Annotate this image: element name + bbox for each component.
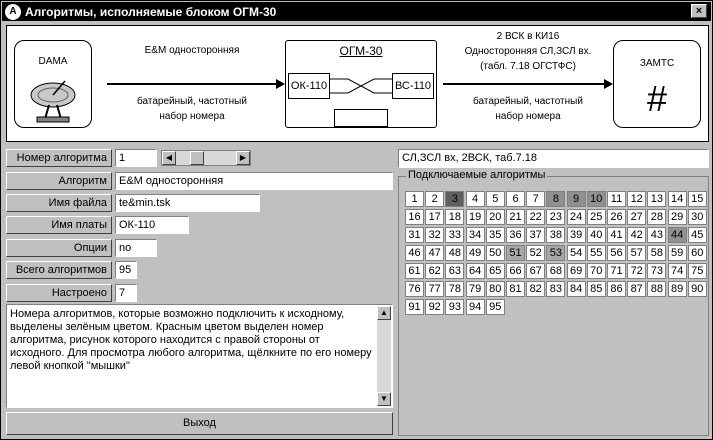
algorithm-cell-43[interactable]: 43 — [647, 227, 666, 243]
algorithm-cell-64[interactable]: 64 — [466, 263, 485, 279]
scroll-down-icon[interactable]: ▼ — [377, 392, 391, 406]
filename-label: Имя файла — [6, 194, 112, 212]
zamts-box — [613, 40, 701, 128]
info-textarea[interactable] — [6, 304, 393, 408]
algorithm-cell-69[interactable]: 69 — [567, 263, 586, 279]
algorithm-cell-73[interactable]: 73 — [647, 263, 666, 279]
algorithm-cell-4[interactable]: 4 — [466, 191, 485, 207]
algorithm-cell-67[interactable]: 67 — [526, 263, 545, 279]
algorithm-cell-18[interactable]: 18 — [445, 209, 464, 225]
satellite-dish-icon — [23, 75, 83, 125]
algorithm-cell-39[interactable]: 39 — [567, 227, 586, 243]
info-scrollbar[interactable] — [377, 306, 391, 406]
algorithm-cell-76[interactable]: 76 — [405, 281, 424, 297]
algorithm-cell-38[interactable]: 38 — [546, 227, 565, 243]
total-field: 95 — [115, 261, 137, 279]
algorithm-cell-86[interactable]: 86 — [607, 281, 626, 297]
algorithm-cell-34[interactable]: 34 — [466, 227, 485, 243]
algorithm-field[interactable]: E&M односторонняя — [115, 172, 393, 190]
algorithm-cell-71[interactable]: 71 — [607, 263, 626, 279]
options-field[interactable]: no — [115, 239, 157, 257]
algorithm-cell-50[interactable]: 50 — [486, 245, 505, 261]
board-label: Имя платы — [6, 216, 112, 234]
algorithm-cell-60[interactable]: 60 — [688, 245, 707, 261]
configured-field: 7 — [115, 284, 137, 302]
algorithm-cell-59[interactable]: 59 — [668, 245, 687, 261]
algorithm-cell-9[interactable]: 9 — [567, 191, 586, 207]
dama-box — [14, 40, 92, 128]
algorithm-cell-33[interactable]: 33 — [445, 227, 464, 243]
right-arrowhead — [604, 79, 613, 89]
algorithm-cell-11[interactable]: 11 — [607, 191, 626, 207]
algorithm-cell-29[interactable]: 29 — [668, 209, 687, 225]
exit-button[interactable]: Выход — [6, 412, 393, 435]
algorithm-cell-94[interactable]: 94 — [466, 299, 485, 315]
algorithm-cell-56[interactable]: 56 — [607, 245, 626, 261]
algorithm-cell-54[interactable]: 54 — [567, 245, 586, 261]
algorithm-label: Алгоритм — [6, 172, 112, 190]
left-arrowhead — [276, 79, 285, 89]
algorithm-cell-52[interactable]: 52 — [526, 245, 545, 261]
bc110-block — [392, 73, 434, 99]
algorithm-cell-35[interactable]: 35 — [486, 227, 505, 243]
scroll-right-icon[interactable]: ▶ — [236, 151, 250, 165]
left-arrow-line — [107, 83, 277, 85]
algorithm-cell-46[interactable]: 46 — [405, 245, 424, 261]
options-label: Опции — [6, 239, 112, 257]
algorithm-cell-68[interactable]: 68 — [546, 263, 565, 279]
algorithm-cell-44[interactable]: 44 — [668, 227, 687, 243]
scroll-thumb[interactable] — [190, 151, 204, 165]
ok110-block — [288, 73, 330, 99]
algorithm-cell-65[interactable]: 65 — [486, 263, 505, 279]
algorithm-cell-45[interactable]: 45 — [688, 227, 707, 243]
right-info-field: СЛ,ЗСЛ вх, 2ВСК, таб.7.18 — [398, 149, 709, 168]
algorithm-cell-1[interactable]: 1 — [405, 191, 424, 207]
right-protocol-text-3: (табл. 7.18 ОГСТФС) — [480, 61, 576, 72]
algorithm-cell-13[interactable]: 13 — [647, 191, 666, 207]
filename-field[interactable]: te&min.tsk — [115, 194, 260, 212]
algorithm-cell-58[interactable]: 58 — [647, 245, 666, 261]
algo-number-field[interactable]: 1 — [115, 149, 157, 167]
algorithm-cell-51[interactable]: 51 — [506, 245, 525, 261]
algorithm-cell-41[interactable]: 41 — [607, 227, 626, 243]
algorithm-cell-83[interactable]: 83 — [546, 281, 565, 297]
algorithm-cell-66[interactable]: 66 — [506, 263, 525, 279]
right-protocol-text-2: Односторонняя СЛ,ЗСЛ вх. — [464, 46, 592, 57]
lower-block — [334, 109, 388, 127]
close-icon[interactable]: × — [691, 4, 707, 18]
algorithm-cell-47[interactable]: 47 — [425, 245, 444, 261]
algorithm-cell-21[interactable]: 21 — [506, 209, 525, 225]
algorithm-cell-8[interactable]: 8 — [546, 191, 565, 207]
right-arrow-line — [443, 83, 605, 85]
algorithm-cell-42[interactable]: 42 — [627, 227, 646, 243]
app-icon: А — [5, 4, 21, 20]
algorithm-cell-85[interactable]: 85 — [587, 281, 606, 297]
algorithm-cell-84[interactable]: 84 — [567, 281, 586, 297]
algorithm-cell-23[interactable]: 23 — [546, 209, 565, 225]
algo-number-label: Номер алгоритма — [6, 149, 112, 167]
algorithm-cell-22[interactable]: 22 — [526, 209, 545, 225]
crossover-lines-icon — [330, 71, 392, 101]
algorithm-cell-16[interactable]: 16 — [405, 209, 424, 225]
title-bar — [2, 2, 711, 21]
right-dial-text-1: батарейный, частотный — [473, 96, 583, 107]
connectable-algorithms-group — [398, 169, 709, 436]
algorithm-cell-74[interactable]: 74 — [668, 263, 687, 279]
left-protocol-text: E&M односторонняя — [144, 45, 240, 56]
algorithm-cell-36[interactable]: 36 — [506, 227, 525, 243]
algorithm-cell-25[interactable]: 25 — [587, 209, 606, 225]
algorithm-cell-5[interactable]: 5 — [486, 191, 505, 207]
algorithm-cell-19[interactable]: 19 — [466, 209, 485, 225]
algorithm-cell-2[interactable]: 2 — [425, 191, 444, 207]
ogm30-box — [285, 40, 437, 128]
algorithm-cell-72[interactable]: 72 — [627, 263, 646, 279]
algorithm-cell-37[interactable]: 37 — [526, 227, 545, 243]
algorithm-diagram — [6, 25, 709, 142]
algorithm-cell-90[interactable]: 90 — [688, 281, 707, 297]
algorithm-cell-81[interactable]: 81 — [506, 281, 525, 297]
algorithm-cell-75[interactable]: 75 — [688, 263, 707, 279]
algorithm-cell-57[interactable]: 57 — [627, 245, 646, 261]
right-dial-text-2: набор номера — [495, 111, 561, 122]
algorithm-cell-89[interactable]: 89 — [668, 281, 687, 297]
algorithm-cell-14[interactable]: 14 — [668, 191, 687, 207]
bc110-label: ВС-110 — [394, 80, 432, 92]
algorithm-cell-7[interactable]: 7 — [526, 191, 545, 207]
window-title: Алгоритмы, исполняемые блоком ОГМ-30 — [25, 4, 277, 19]
configured-label: Настроено — [6, 284, 112, 302]
algo-number-scrollbar[interactable] — [161, 150, 251, 166]
algorithm-cell-12[interactable]: 12 — [627, 191, 646, 207]
algorithm-cell-24[interactable]: 24 — [567, 209, 586, 225]
algorithm-cell-93[interactable]: 93 — [445, 299, 464, 315]
algorithm-cell-87[interactable]: 87 — [627, 281, 646, 297]
algorithm-cell-31[interactable]: 31 — [405, 227, 424, 243]
connectable-title: Подключаемые алгоритмы — [408, 169, 546, 181]
algorithm-cell-10[interactable]: 10 — [587, 191, 606, 207]
algorithm-cell-82[interactable]: 82 — [526, 281, 545, 297]
algorithm-cell-28[interactable]: 28 — [647, 209, 666, 225]
algorithm-cell-3[interactable]: 3 — [445, 191, 464, 207]
algorithm-cell-63[interactable]: 63 — [445, 263, 464, 279]
algorithm-cell-17[interactable]: 17 — [425, 209, 444, 225]
algorithm-cell-95[interactable]: 95 — [486, 299, 505, 315]
info-text: Номера алгоритмов, которые возможно подключить к исходному, выделены зелёным цветом. Красным цветом выделен номер алгоритма, рисунок которого находится с правой стороны от исходного. Для просмотра любого алгоритма, щёлкните по его номеру левой кнопкой "мышки" — [10, 308, 372, 372]
algorithm-cell-32[interactable]: 32 — [425, 227, 444, 243]
algorithm-cell-88[interactable]: 88 — [647, 281, 666, 297]
board-field[interactable]: ОК-110 — [115, 216, 189, 234]
algorithm-cell-26[interactable]: 26 — [607, 209, 626, 225]
algorithm-cell-91[interactable]: 91 — [405, 299, 424, 315]
ogm30-title: ОГМ-30 — [339, 44, 383, 58]
total-label: Всего алгоритмов — [6, 261, 112, 279]
algorithm-cell-27[interactable]: 27 — [627, 209, 646, 225]
algorithm-cell-49[interactable]: 49 — [466, 245, 485, 261]
algorithm-cell-15[interactable]: 15 — [688, 191, 707, 207]
algorithm-cell-79[interactable]: 79 — [466, 281, 485, 297]
algorithm-cell-55[interactable]: 55 — [587, 245, 606, 261]
right-protocol-text-1: 2 ВСК в КИ16 — [496, 31, 560, 42]
left-dial-text-2: набор номера — [159, 111, 225, 122]
scroll-up-icon[interactable]: ▲ — [377, 306, 391, 320]
algorithm-cell-78[interactable]: 78 — [445, 281, 464, 297]
algorithm-cell-62[interactable]: 62 — [425, 263, 444, 279]
dama-label: DAMA — [38, 56, 68, 67]
algorithm-cell-48[interactable]: 48 — [445, 245, 464, 261]
algorithm-cell-20[interactable]: 20 — [486, 209, 505, 225]
ok110-label: ОК-110 — [290, 80, 328, 92]
algorithm-cell-6[interactable]: 6 — [506, 191, 525, 207]
zamts-label: ЗАМТС — [639, 58, 675, 69]
algorithm-cell-53[interactable]: 53 — [546, 245, 565, 261]
algorithm-cell-77[interactable]: 77 — [425, 281, 444, 297]
algorithm-cell-70[interactable]: 70 — [587, 263, 606, 279]
hash-symbol: # — [646, 78, 668, 119]
scroll-left-icon[interactable]: ◀ — [162, 151, 176, 165]
algorithm-cell-80[interactable]: 80 — [486, 281, 505, 297]
algorithm-cell-40[interactable]: 40 — [587, 227, 606, 243]
left-dial-text-1: батарейный, частотный — [137, 96, 247, 107]
algorithm-cell-92[interactable]: 92 — [425, 299, 444, 315]
algorithm-cell-30[interactable]: 30 — [688, 209, 707, 225]
algorithm-cell-61[interactable]: 61 — [405, 263, 424, 279]
